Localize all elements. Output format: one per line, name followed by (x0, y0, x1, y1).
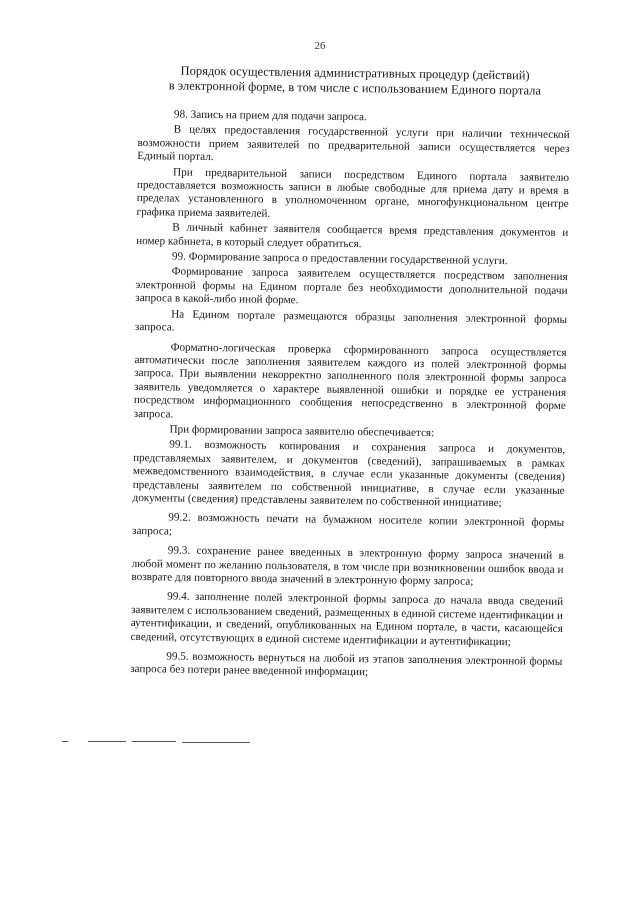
paragraph: Форматно-логическая проверка сформированного запроса осуществляется автоматически после заполнения заявителем каждого из полей электронной формы запроса. При выявлении некорректно заполненного поля электронной формы запроса заявитель уведомляется о характере выявленной ошибки и порядке ее устранения посредством информационного сообщения непосредственно в электронной форме запроса. (133, 340, 567, 421)
section-heading (150, 63, 560, 99)
paragraph-99-3: 99.3. сохранение ранее введенных в электронную форму запроса значений в любой момент по желанию пользователя, в том числе при возникновении ошибок ввода и возврате для повторного ввода значений в электронную форму запроса; (131, 544, 564, 588)
paragraph: В целях предоставления государственной услуги при наличии технической возможности прием заявителей по предварительной записи осуществляется через Единый портал. (137, 123, 570, 164)
paragraph: При предварительной записи посредством Единого портала заявителю предоставляется возможность записи в любые свободные для приема дату и время в пределах установленного в уполномоченном органе, многофункциональном центре графика приема заявителей. (136, 166, 570, 220)
paragraph-99-5: 99.5. возможность вернуться на любой из этапов заполнения электронной формы запроса без потери ранее введенной информации; (130, 650, 563, 679)
paragraph: В личный кабинет заявителя сообщается время представления документов и номер кабинета, в который следует обратиться. (136, 221, 569, 250)
body-text (130, 108, 570, 685)
heading-line-1: Порядок осуществления административных процедур (действий) (180, 63, 530, 83)
scan-artifact-line (132, 741, 176, 742)
paragraph: На Едином портале размещаются образцы заполнения электронной формы запроса. (134, 308, 568, 334)
paragraph: Формирование запроса заявителем осуществляется посредством заполнения электронной формы на Едином портале без необходимости дополнительной подачи запроса в какой-либо иной форме. (135, 265, 568, 307)
scan-artifact-line (62, 741, 68, 742)
paragraph-99: 99. Формирование запроса о предоставлении государственной услуги. (171, 250, 508, 268)
scan-artifact-line (88, 741, 126, 742)
paragraph-99-4: 99.4. заполнение полей электронной формы запроса до начала ввода сведений заявителем с использованием сведений, размещенных в единой системе идентификации и аутентификации, и сведений, опубликованных на Едином портале, в части, касающейся сведений, отсутствующих в единой системе идентификации и аутентификации; (130, 590, 564, 648)
paragraph-99-1: 99.1. возможность копирования и сохранения запроса и документов, представляемых заявителем, и документов (сведений), запрашиваемых в рамках межведомственного взаимодействия, в случае если указанные документы (сведения) представлены заявителем по собственной инициативе, в случае если указанные документы (сведения) представлены заявителем по собственной инициативе; (132, 438, 566, 510)
paragraph-98: 98. Запись на прием для подачи запроса. (173, 108, 367, 124)
paragraph-99-2: 99.2. возможность печати на бумажном носителе копии электронной формы запроса; (132, 511, 565, 538)
scan-artifact-line (182, 742, 250, 743)
heading-line-2: в электронной форме, в том числе с использованием Единого портала (168, 78, 542, 98)
page-number: 26 (314, 40, 326, 52)
paragraph: При формировании запроса заявителю обеспечивается: (169, 423, 435, 440)
